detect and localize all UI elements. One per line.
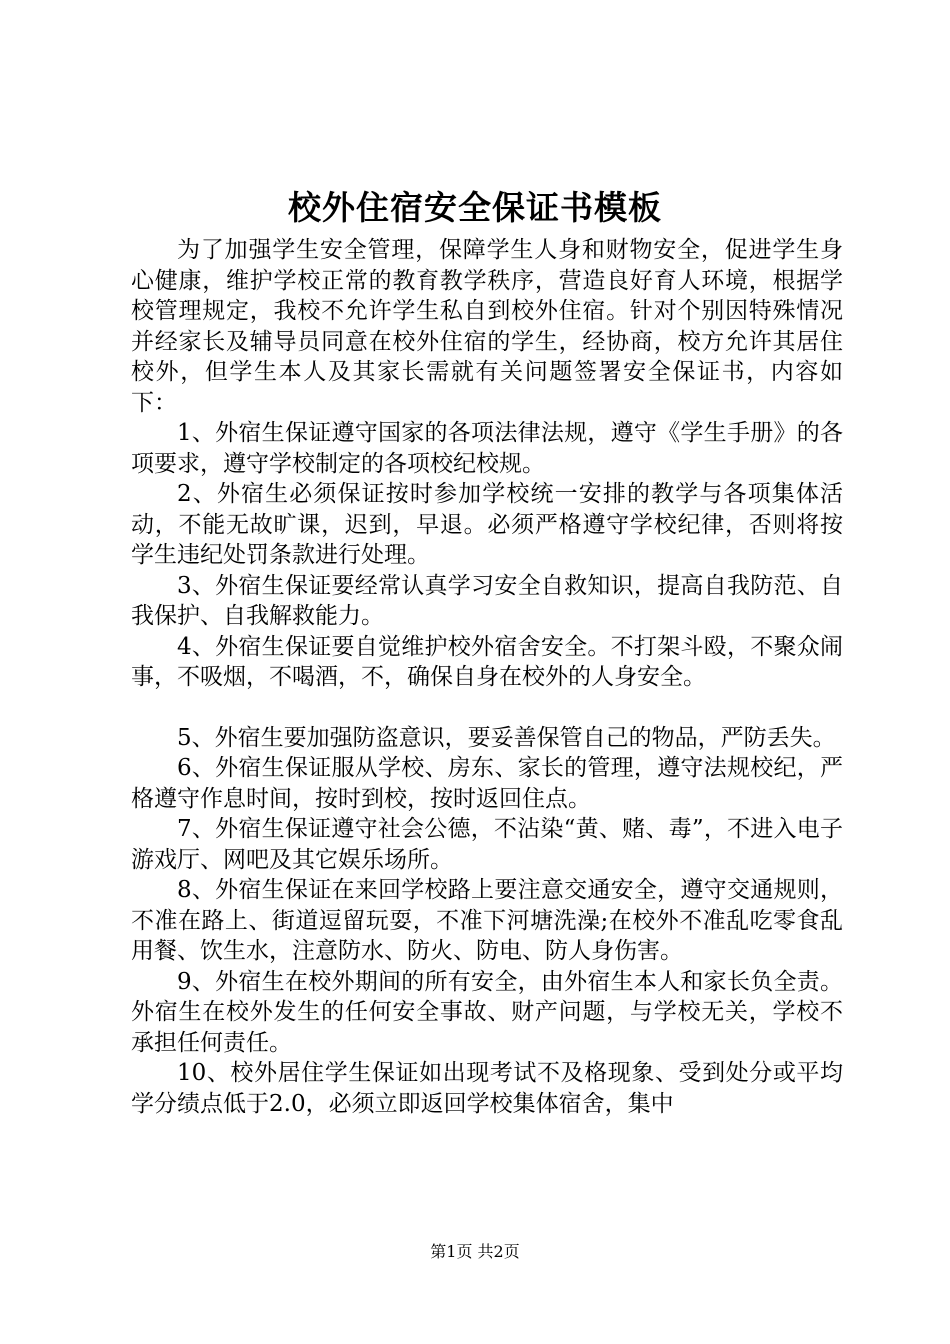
clause-2: 2、外宿生必须保证按时参加学校统一安排的教学与各项集体活动，不能无故旷课，迟到，早退。必须严格遵守学校纪律，否则将按学生违纪处罚条款进行处理。 bbox=[131, 481, 843, 568]
clause-8: 8、外宿生保证在来回学校路上要注意交通安全，遵守交通规则，不准在路上、街道逗留玩耍，不准下河塘洗澡;在校外不准乱吃零食乱用餐、饮生水，注意防水、防火、防电、防人身伤害。 bbox=[131, 877, 843, 964]
clause-5: 5、外宿生要加强防盗意识，要妥善保管自己的物品，严防丢失。 bbox=[177, 724, 836, 751]
clause-9: 9、外宿生在校外期间的所有安全，由外宿生本人和家长负全责。外宿生在校外发生的任何安全事故、财产问题，与学校无关，学校不承担任何责任。 bbox=[131, 968, 843, 1056]
clause-1: 1、外宿生保证遵守国家的各项法律法规，遵守《学生手册》的各项要求，遵守学校制定的各项校纪校规。 bbox=[131, 420, 843, 477]
page-footer: 第1页 共2页 bbox=[430, 1242, 520, 1261]
clause-6: 6、外宿生保证服从学校、房东、家长的管理，遵守法规校纪，严格遵守作息时间，按时到校，按时返回住点。 bbox=[131, 755, 843, 812]
intro-paragraph: 为了加强学生安全管理，保障学生人身和财物安全，促进学生身心健康，维护学校正常的教育教学秩序，营造良好育人环境，根据学校管理规定，我校不允许学生私自到校外住宿。针对个别因特殊情况并经家长及辅导员同意在校外住宿的学生，经协商，校方允许其居住校外，但学生本人及其家长需就有关问题签署安全保证书，内容如下： bbox=[131, 237, 843, 416]
clause-3: 3、外宿生保证要经常认真学习安全自救知识，提高自我防范、自我保护、自我解救能力。 bbox=[131, 572, 843, 629]
clause-4: 4、外宿生保证要自觉维护校外宿舍安全。不打架斗殴，不聚众闹事，不吸烟，不喝酒，不，确保自身在校外的人身安全。 bbox=[131, 633, 843, 690]
clause-10: 10、校外居住学生保证如出现考试不及格现象、受到处分或平均学分绩点低于2.0，必须立即返回学校集体宿舍，集中 bbox=[131, 1060, 843, 1117]
document-title: 校外住宿安全保证书模板 bbox=[288, 188, 662, 227]
clause-7: 7、外宿生保证遵守社会公德，不沾染“黄、赌、毒”，不进入电子游戏厅、网吧及其它娱乐场所。 bbox=[131, 816, 843, 873]
document-body bbox=[131, 235, 843, 1119]
